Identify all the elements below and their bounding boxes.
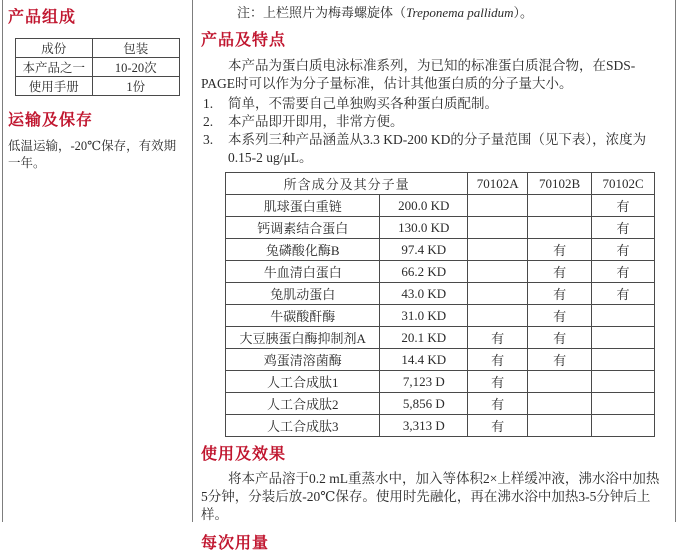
spec-cell-mw: 43.0 KD <box>380 283 468 305</box>
left-column <box>3 0 192 522</box>
feature-item <box>201 95 663 113</box>
spec-row <box>226 217 655 239</box>
spec-row <box>226 239 655 261</box>
composition-header-package: 包装 <box>92 39 179 58</box>
feature-number: 3. <box>203 132 214 147</box>
usage-title: 使用及效果 <box>201 446 287 463</box>
spec-cell-mw: 7,123 D <box>380 371 468 393</box>
spec-cell-a <box>468 283 528 305</box>
spec-cell-a <box>468 305 528 327</box>
composition-header-ingredient: 成份 <box>16 39 93 58</box>
spec-cell-name: 鸡蛋清溶菌酶 <box>226 349 380 371</box>
spec-header-row <box>226 173 655 195</box>
spec-cell-name: 牛血清白蛋白 <box>226 261 380 283</box>
spec-cell-mw: 200.0 KD <box>380 195 468 217</box>
spec-cell-mw: 31.0 KD <box>380 305 468 327</box>
spec-cell-name: 人工合成肽2 <box>226 393 380 415</box>
spec-cell-c <box>592 327 655 349</box>
intro-paragraph: 本产品为蛋白质电泳标准系列，为已知的标准蛋白质混合物，在SDS-PAGE时可以作为分子量标准，估计其他蛋白质的分子量大小。 <box>201 58 636 91</box>
spec-cell-b: 有 <box>528 239 592 261</box>
spec-cell-c <box>592 305 655 327</box>
spec-cell-b <box>528 415 592 437</box>
spec-row <box>226 283 655 305</box>
photo-note-latin-name: Treponema pallidum <box>406 5 514 20</box>
spec-cell-b: 有 <box>528 283 592 305</box>
next-section-title-clipped: 每次用量 <box>201 535 270 552</box>
spec-cell-name: 钙调素结合蛋白 <box>226 217 380 239</box>
molecular-weight-table <box>225 172 655 437</box>
spec-cell-name: 人工合成肽3 <box>226 415 380 437</box>
feature-text: 本产品即开即用，非常方便。 <box>228 114 404 129</box>
feature-text: 本系列三种产品涵盖从3.3 KD-200 KD的分子量范围（见下表），浓度为0.15-2 ug/μL。 <box>228 132 647 165</box>
composition-row <box>16 58 180 77</box>
photo-note-suffix: ）。 <box>513 5 534 20</box>
spec-cell-c: 有 <box>592 217 655 239</box>
spec-cell-b: 有 <box>528 349 592 371</box>
spec-cell-a: 有 <box>468 349 528 371</box>
spec-cell-name: 大豆胰蛋白酶抑制剂A <box>226 327 380 349</box>
spec-cell-b <box>528 393 592 415</box>
spec-cell-a: 有 <box>468 371 528 393</box>
composition-row <box>16 77 180 96</box>
spec-cell-a <box>468 217 528 239</box>
feature-item <box>201 113 663 131</box>
spec-row <box>226 327 655 349</box>
spec-cell-c: 有 <box>592 261 655 283</box>
spec-cell-a: 有 <box>468 327 528 349</box>
spec-row <box>226 195 655 217</box>
features-title: 产品及特点 <box>201 32 287 49</box>
spec-cell-a: 有 <box>468 415 528 437</box>
spec-cell-b: 有 <box>528 327 592 349</box>
spec-cell-c <box>592 371 655 393</box>
composition-cell-pack: 1份 <box>92 77 179 96</box>
photo-note-prefix: 注：上栏照片为梅毒螺旋体（ <box>237 5 407 20</box>
spec-cell-b <box>528 195 592 217</box>
spec-cell-c <box>592 415 655 437</box>
spec-cell-name: 兔肌动蛋白 <box>226 283 380 305</box>
feature-text: 简单，不需要自己单独购买各种蛋白质配制。 <box>228 96 498 111</box>
spec-cell-c: 有 <box>592 195 655 217</box>
feature-number: 1. <box>203 96 214 111</box>
spec-cell-name: 牛碳酸酐酶 <box>226 305 380 327</box>
spec-header-70102c: 70102C <box>592 173 655 195</box>
spec-cell-mw: 14.4 KD <box>380 349 468 371</box>
spec-row <box>226 415 655 437</box>
spec-cell-a <box>468 239 528 261</box>
spec-cell-mw: 5,856 D <box>380 393 468 415</box>
spec-row <box>226 261 655 283</box>
spec-cell-mw: 97.4 KD <box>380 239 468 261</box>
composition-table <box>15 38 180 96</box>
spec-cell-c: 有 <box>592 239 655 261</box>
composition-cell-name: 使用手册 <box>16 77 93 96</box>
spec-cell-mw: 130.0 KD <box>380 217 468 239</box>
storage-title: 运输及保存 <box>8 112 94 129</box>
page-right-border-line <box>675 0 676 522</box>
spec-cell-mw: 20.1 KD <box>380 327 468 349</box>
spec-row <box>226 349 655 371</box>
spec-cell-name: 兔磷酸化酶B <box>226 239 380 261</box>
spec-cell-b: 有 <box>528 261 592 283</box>
storage-text: 低温运输，-20℃保存，有效期一年。 <box>8 139 177 170</box>
usage-paragraph: 将本产品溶于0.2 mL重蒸水中，加入等体积2×上样缓冲液，沸水浴中加热5分钟，分装后放-20℃保存。使用时先融化，再在沸水浴中加热3-5分钟后上样。 <box>201 471 660 522</box>
photo-note <box>237 4 663 21</box>
composition-cell-pack: 10-20次 <box>92 58 179 77</box>
spec-header-70102a: 70102A <box>468 173 528 195</box>
spec-cell-a <box>468 261 528 283</box>
spec-cell-a: 有 <box>468 393 528 415</box>
spec-cell-c <box>592 393 655 415</box>
feature-item <box>201 131 663 167</box>
spec-cell-b <box>528 217 592 239</box>
spec-cell-b: 有 <box>528 305 592 327</box>
spec-row <box>226 371 655 393</box>
product-composition-title: 产品组成 <box>8 9 77 26</box>
spec-row <box>226 305 655 327</box>
spec-cell-mw: 66.2 KD <box>380 261 468 283</box>
spec-header-70102b: 70102B <box>528 173 592 195</box>
spec-row <box>226 393 655 415</box>
spec-cell-name: 肌球蛋白重链 <box>226 195 380 217</box>
spec-cell-c <box>592 349 655 371</box>
composition-header-row <box>16 39 180 58</box>
spec-cell-a <box>468 195 528 217</box>
spec-cell-c: 有 <box>592 283 655 305</box>
composition-cell-name: 本产品之一 <box>16 58 93 77</box>
spec-header-components: 所含成分及其分子量 <box>226 173 468 195</box>
spec-cell-b <box>528 371 592 393</box>
spec-cell-mw: 3,313 D <box>380 415 468 437</box>
features-list <box>201 95 663 167</box>
feature-number: 2. <box>203 114 214 129</box>
right-column <box>193 0 675 552</box>
spec-cell-name: 人工合成肽1 <box>226 371 380 393</box>
